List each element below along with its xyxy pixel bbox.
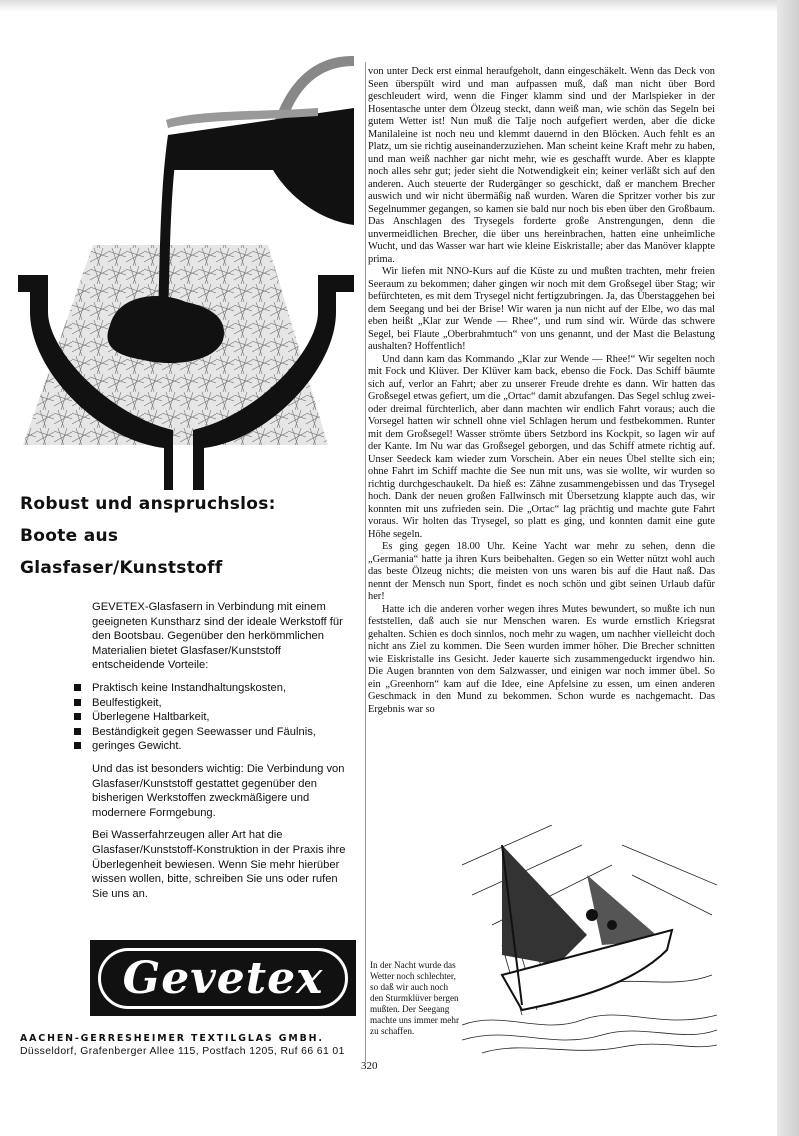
article-paragraph: Und dann kam das Kommando „Klar zur Wende — Rhee!“ Wir segelten noch mit Fock und Klüver. Der Klüver kam back, ebenso die Fock. Das Schiff bäumte sich auf, verlor an Fahrt; aber zu unserer Freude drehte es dann. Wir hatten das Großsegel etwas gefiert, um die „Ortac“ damit abzufangen. Das Segel schlug zwei- oder dreimal fürchterlich, aber dann machten wir endlich Fahrt voraus; auch die Vorsegel hatten wir schnell ohne viel Schlagen herum und festbekommen. Runter mit dem Großsegel! Wasser strömte übers Setzbord ins Kockpit, so lagen wir auf der Kante. Im Nu war das Großsegel geborgen, und das Schiff atmete richtig auf. Unser Seedeck kam wieder zum Vorschein. Aber ein neues Übel stellte sich ein; ohne Fahrt im Schiff machte die See nun mit uns, was sie wollte, wir wurden so richtig durchgeschaukelt. Da hieß es: Zähne zusammengebissen und das Trysegel hoch. Dank der neuen großen Fallwinsch mit Übersetzung klappte auch das, wir konnten mit uns zufrieden sein. Die „Ortac“ lag prächtig und machte gute Fahrt voraus. Wir holten das Trysegel, so platt es ging, und konnten damit eine gute Höhe segeln. [368,353,715,540]
gevetex-logo [90,940,356,1016]
ad-benefit-list [74,681,352,754]
ad-body [92,600,352,909]
ad-intro: GEVETEX-Glasfasern in Verbindung mit einem geeigneten Kunstharz sind der ideale Werkstoff für den Bootsbau. Gegenüber den herkömmlichen Materialien bietet Glasfaser/Kunststoff entscheidende Vorteile: [92,601,343,672]
article-paragraph: Es ging gegen 18.00 Uhr. Keine Yacht war mehr zu sehen, denn die „Germania“ hatte ja ihren Kurs beibehalten. Gegen so ein Wetter nützt wohl auch das beste Ölzeug nichts; die meisten von uns waren bis auf die Haut naß. Das nennt der Mensch nun Sport, findet es noch schön und gibt seinen Urlaub dafür her! [368,541,715,602]
company-address: Düsseldorf, Grafenberger Allee 115, Postfach 1205, Ruf 66 61 01 [20,1046,345,1057]
company-name: AACHEN-GERRESHEIMER TEXTILGLAS GMBH. [20,1033,324,1044]
illustration-caption: In der Nacht wurde das Wetter noch schlechter, so daß wir auch noch den Sturmklüver bergen mußten. Der Seegang machte uns immer mehr zu schaffen. [370,960,460,1036]
ad-benefit-item: Beständigkeit gegen Seewasser und Fäulnis, [74,725,352,740]
page-top-shadow [0,0,799,12]
ad-benefit-item: Beulfestigkeit, [74,696,352,711]
article-paragraph: Wir liefen mit NNO-Kurs auf die Küste zu und mußten trachten, mehr freien Seeraum zu bekommen; daher gingen wir noch mit dem Großsegel über Stag; wir befürchteten, es mit dem Trysegel nicht fertigzubringen. Ja, das Überstaggehen bei dem Seegang und bei der Brise! Wir waren ja nun nicht auf der Elbe, wo das mal eben heißt „Klar zur Wende — Rhee“, und rum sind wir. Würde das schwere Segel, bei Flaute „Oberbrahmtuch“ von uns genannt, und der Mast die Belastung aushalten? Hoffentlich! [368,266,715,352]
ad-closing: Bei Wasserfahrzeugen aller Art hat die Glasfaser/Kunststoff-Konstruktion in der Praxis ihre Überlegenheit bewiesen. Wenn Sie mehr hierüber wissen wollen, bitte, schreiben Sie uns oder rufen Sie uns an. [92,829,346,900]
boat-resin-illustration [18,50,358,490]
ad-headline-line-2: Boote aus [20,526,119,546]
article-column [368,66,715,716]
article-paragraph: Hatte ich die anderen vorher wegen ihres Mutes bewundert, so mußte ich nun feststellen, daß auch sie nur Menschen waren. Es wurde ernstlich Kriegsrat gehalten. Schien es doch sinnlos, noch mehr zu wagen, um nachher vielleicht doch nicht ans Ziel zu kommen. Die Seen wurden immer höher. Die Brecher schnitten wie Eiskristalle ins Gesicht. Jeder kauerte sich zusammengeduckt irgendwo hin. Die Augen brannten von dem Salzwasser, und einigen war noch immer übel. So ein „Greenhorn“ kam auf die Idee, eine Apfelsine zu essen, um einen anderen Geschmack in den Mund zu bekommen. Schon wurde es nachgemacht. Das Ergebnis war so [368,603,715,715]
pouring-jug [168,108,354,225]
crew-figure [586,909,598,921]
article-paragraph: von unter Deck erst einmal heraufgeholt, dann eingeschäkelt. Wenn das Deck von Seen überspült wird und man aufpassen muß, daß man nicht über Bord geschleudert wird, wenn die Finger klamm sind und der Marlspieker in der Hosentasche unter dem Ölzeug steckt, dann weiß man, wie schön das Segeln bei gutem Wetter ist! Nun muß die Talje noch aufgefiert werden, aber die dicke Manilaleine ist noch neu und klemmt dauernd in den Blöcken. Auch fehlt es an Platz, um sie richtig auseinanderzuziehen. Man scheint keine Kraft mehr zu haben, und man weiß nachher gar nicht mehr, wie es geschafft wurde. Aber es klappte noch alles sehr gut; jeder sieht die Notwendigkeit ein; keiner verläßt sich auf den anderen. Auch steuerte der Rudergänger so geschickt, daß er manchem Brecher auswich und wir nicht übermäßig naß wurden. Waren die Spritzer vorher bis zur Segelnummer gegangen, so kamen sie bald nur noch bis eben über den Großbaum. Das Anschlagen des Trysegels forderte große Anstrengungen, denn die unvermeidlichen Brecher, die über uns hereinbrachen, hatten eine unheimliche Wucht, und das Wasser war hart wie kleine Eiskristalle; aber das Manöver klappte prima. [368,66,715,265]
ad-benefit-item: geringes Gewicht. [74,739,352,754]
column-divider [365,62,366,1062]
page-number: 320 [361,1060,378,1072]
storm-sailboat-illustration [462,825,717,1060]
ad-benefit-item: Praktisch keine Instandhaltungskosten, [74,681,352,696]
ad-important: Und das ist besonders wichtig: Die Verbindung von Glasfaser/Kunststoff gestattet gegenüber den bisherigen Werkstoffen zweckmäßigere und modernere Formgebung. [92,762,345,819]
logo-wordmark: Gevetex [98,948,349,1009]
crew-figure [607,920,617,930]
ad-headline-line-3: Glasfaser/Kunststoff [20,558,223,578]
page-edge [777,0,799,1136]
ad-headline-line-1: Robust und anspruchslos: [20,494,276,514]
boat-jib [587,875,662,945]
ad-benefit-item: Überlegene Haltbarkeit, [74,710,352,725]
